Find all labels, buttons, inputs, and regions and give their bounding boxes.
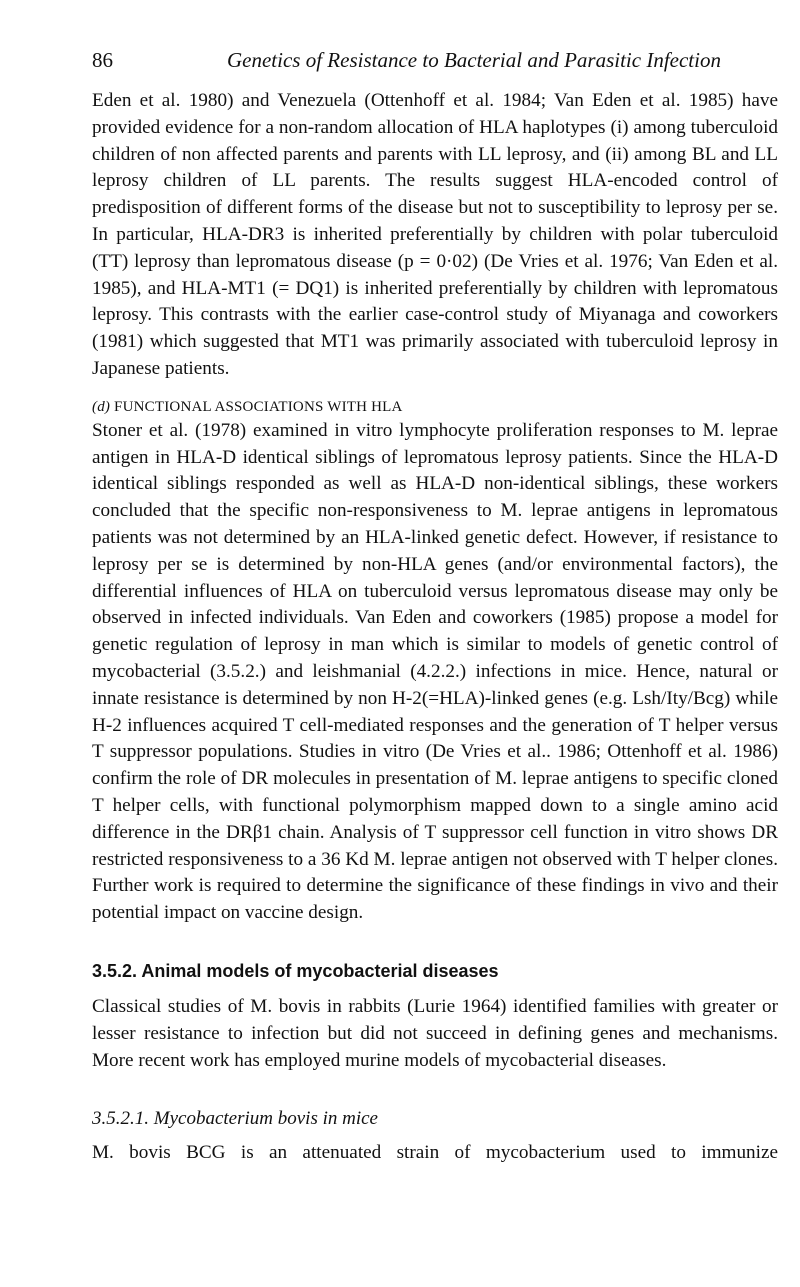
paragraph-functional-associations: Stoner et al. (1978) examined in vitro lymphocyte proliferation responses to M. leprae antigen in HLA-D identical siblings of lepromatous leprosy patients. Since the HLA-D identical siblings responded as well as HLA-D non-identical siblings, these workers concluded that the specific non-responsiveness to M. leprae antigens in lepromatous patients was not determined by an HLA-linked genetic defect. However, if resistance to leprosy per se is determined by non-HLA genes (and/or environmental factors), the differential influences of HLA on tuberculoid versus lepromatous disease may only be observed in infected individuals. Van Eden and coworkers (1985) propose a model for genetic regulation of leprosy in man which is similar to models of genetic control of mycobacterial (3.5.2.) and leishmanial (4.2.2.) infections in mice. Hence, natural or innate resistance is determined by non H-2(=HLA)-linked genes (e.g. Lsh/Ity/Bcg) while H-2 influences acquired T cell-mediated responses and the generation of T helper versus T suppressor populations. Studies in vitro (De Vries et al.. 1986; Ottenhoff et al. 1986) confirm the role of DR molecules in presentation of M. leprae antigens to specific cloned T helper cells, with functional polymorphism mapped down to a single amino acid difference in the DRβ1 chain. Analysis of T suppressor cell function in vitro shows DR restricted responsiveness to a 36 Kd M. leprae antigen not observed with T helper clones. Further work is required to determine the significance of these findings in vivo and their potential impact on vaccine design. — [92, 419, 778, 924]
section-number: 3.5.2. — [92, 960, 138, 981]
paragraph-bcg: M. bovis BCG is an attenuated strain of mycobacterium used to immunize — [92, 1142, 778, 1164]
document-page — [92, 48, 778, 1167]
subsection-heading-mycobacterium-bovis: 3.5.2.1. Mycobacterium bovis in mice — [92, 1108, 378, 1130]
subsection-title: FUNCTIONAL ASSOCIATIONS WITH HLA — [114, 398, 403, 415]
paragraph-animal-models: Classical studies of M. bovis in rabbits (Lurie 1964) identified families with greater or lesser resistance to infection but did not succeed in defining genes and mechanisms. More recent work has employed murine models of mycobacterial diseases. — [92, 995, 778, 1071]
subsection-heading-functional-associations — [92, 399, 778, 416]
page-number: 86 — [92, 48, 113, 72]
page-header — [92, 48, 778, 78]
section-heading-animal-models — [92, 961, 778, 982]
paragraph-hla-haplotypes: Eden et al. 1980) and Venezuela (Ottenhoff et al. 1984; Van Eden et al. 1985) have provided evidence for a non-random allocation of HLA haplotypes (i) among tuberculoid children of non affected parents and parents with LL leprosy, and (ii) among BL and LL leprosy children of LL parents. The results suggest HLA-encoded control of predisposition of different forms of the disease but not to susceptibility to leprosy per se. In particular, HLA-DR3 is inherited preferentially by children with polar tuberculoid (TT) leprosy than lepromatous disease (p = 0·02) (De Vries et al. 1976; Van Eden et al. 1985), and HLA-MT1 (= DQ1) is inherited preferentially by children with lepromatous leprosy. This contrasts with the earlier case-control study of Miyanaga and coworkers (1981) which suggested that MT1 was primarily associated with tuberculoid leprosy in Japanese patients. — [92, 90, 778, 379]
running-title: Genetics of Resistance to Bacterial and Parasitic Infection — [227, 48, 721, 72]
subsection-label: (d) — [92, 398, 111, 415]
section-title: Animal models of mycobacterial diseases — [141, 960, 499, 981]
